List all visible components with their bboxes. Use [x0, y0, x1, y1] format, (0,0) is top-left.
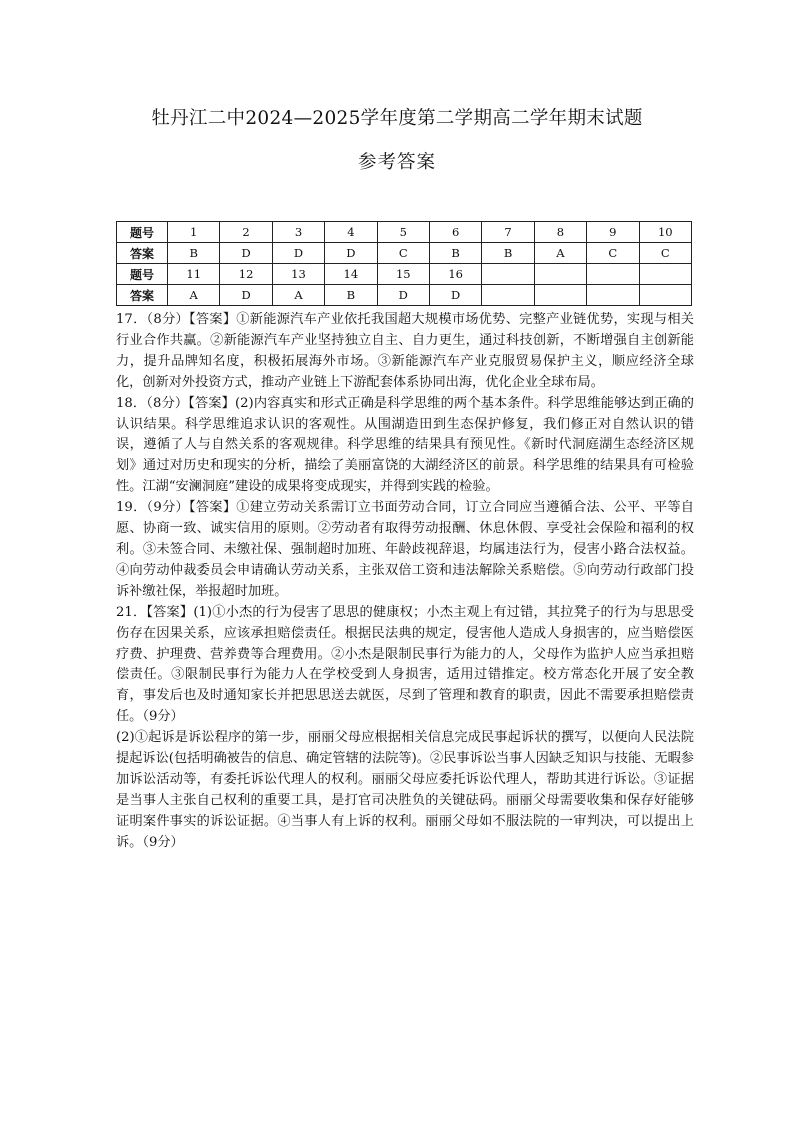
table-cell: D	[325, 243, 377, 264]
table-cell: 4	[325, 222, 377, 243]
table-cell: 5	[377, 222, 429, 243]
table-row	[117, 222, 692, 243]
table-cell: 15	[377, 264, 429, 285]
row-header: 答案	[117, 243, 168, 264]
table-cell: C	[587, 243, 639, 264]
page-subtitle: 参考答案	[357, 152, 436, 173]
table-row	[117, 243, 692, 264]
table-cell: B	[168, 243, 220, 264]
table-cell: C	[377, 243, 429, 264]
table-cell: B	[482, 243, 534, 264]
table-cell: B	[429, 243, 481, 264]
page-title: 牡丹江二中2024—2025学年度第二学期高二学年期末试题	[151, 108, 643, 129]
table-cell	[639, 264, 691, 285]
table-cell: A	[168, 285, 220, 306]
table-cell: 8	[534, 222, 586, 243]
table-cell: 3	[272, 222, 324, 243]
table-cell	[639, 285, 691, 306]
table-cell	[482, 264, 534, 285]
table-cell	[534, 264, 586, 285]
table-cell: A	[272, 285, 324, 306]
table-cell: 10	[639, 222, 691, 243]
table-cell: D	[429, 285, 481, 306]
table-cell: D	[220, 243, 272, 264]
answer-18: 18．（8分）【答案】(2)内容真实和形式正确是科学思维的两个基本条件。科学思维能够达到正确的认识结果。科学思维追求认识的客观性。从围湖造田到生态保护修复，我们修正对自然认识的错误，遵循了人与自然关系的客观规律。科学思维的结果具有预见性。《新时代洞庭湖生态经济区规划》通过对历史和现实的分析，描绘了美丽富饶的大湖经济区的前景。科学思维的结果具有可检验性。江湖“安澜洞庭”建设的成果将变成现实，并得到实践的检验。	[116, 395, 694, 495]
answer-17: 17．（8分）【答案】①新能源汽车产业依托我国超大规模市场优势、完整产业链优势，实现与相关行业合作共赢。②新能源汽车产业坚持独立自主、自力更生，通过科技创新，不断增强自主创新能力，提升品牌知名度，积极拓展海外市场。③新能源汽车产业克服贸易保护主义，顺应经济全球化，创新对外投资方式，推动产业链上下游配套体系协同出海，优化企业全球布局。	[116, 312, 694, 390]
table-cell: 2	[220, 222, 272, 243]
table-cell: C	[639, 243, 691, 264]
answer-21-part1: 21．【答案】(1)①小杰的行为侵害了思思的健康权；小杰主观上有过错，其拉凳子的行为与思思受伤存在因果关系，应该承担赔偿责任。根据民法典的规定，侵害他人造成人身损害的，应当赔偿医疗费、护理费、营养费等合理费用。②小杰是限制民事行为能力的人，父母作为监护人应当承担赔偿责任。③限制民事行为能力人在学校受到人身损害，适用过错推定。校方常态化开展了安全教育，事发后也及时通知家长并把思思送去就医，尽到了管理和教育的职责，因此不需要承担赔偿责任。（9分）	[116, 604, 694, 725]
answer-19: 19．（9分）【答案】①建立劳动关系需订立书面劳动合同，订立合同应当遵循合法、公平、平等自愿、协商一致、诚实信用的原则。②劳动者有取得劳动报酬、休息休假、享受社会保险和福利的权利。③未签合同、未缴社保、强制超时加班、年龄歧视辞退，均属违法行为，侵害小路合法权益。④向劳动仲裁委员会申请确认劳动关系，主张双倍工资和违法解除关系赔偿。⑤向劳动行政部门投诉补缴社保，举报超时加班。	[116, 500, 694, 599]
table-cell: 12	[220, 264, 272, 285]
table-cell	[482, 285, 534, 306]
table-cell: D	[272, 243, 324, 264]
table-cell: 7	[482, 222, 534, 243]
answer-21-part2: (2)①起诉是诉讼程序的第一步，丽丽父母应根据相关信息完成民事起诉状的撰写，以便向人民法院提起诉讼(包括明确被告的信息、确定管辖的法院等)。②民事诉讼当事人因缺乏知识与技能、无暇参加诉讼活动等，有委托诉讼代理人的权利。丽丽父母应委托诉讼代理人，帮助其进行诉讼。③证据是当事人主张自己权利的重要工具，是打官司决胜负的关键砝码。丽丽父母需要收集和保存好能够证明案件事实的诉讼证据。④当事人有上诉的权利。丽丽父母如不服法院的一审判决，可以提出上诉。（9分）	[116, 730, 694, 850]
row-header: 题号	[117, 264, 168, 285]
table-cell	[587, 285, 639, 306]
table-cell	[534, 285, 586, 306]
table-cell: D	[220, 285, 272, 306]
table-cell	[587, 264, 639, 285]
row-header: 题号	[117, 222, 168, 243]
table-cell: 11	[168, 264, 220, 285]
table-cell: 9	[587, 222, 639, 243]
row-header: 答案	[117, 285, 168, 306]
table-cell: 16	[429, 264, 481, 285]
table-cell: 1	[168, 222, 220, 243]
table-cell: 6	[429, 222, 481, 243]
answer-table	[116, 221, 692, 306]
table-cell: 13	[272, 264, 324, 285]
table-cell: A	[534, 243, 586, 264]
table-row	[117, 285, 692, 306]
table-cell: B	[325, 285, 377, 306]
table-row	[117, 264, 692, 285]
table-cell: 14	[325, 264, 377, 285]
table-cell: D	[377, 285, 429, 306]
answer-body	[116, 310, 694, 854]
